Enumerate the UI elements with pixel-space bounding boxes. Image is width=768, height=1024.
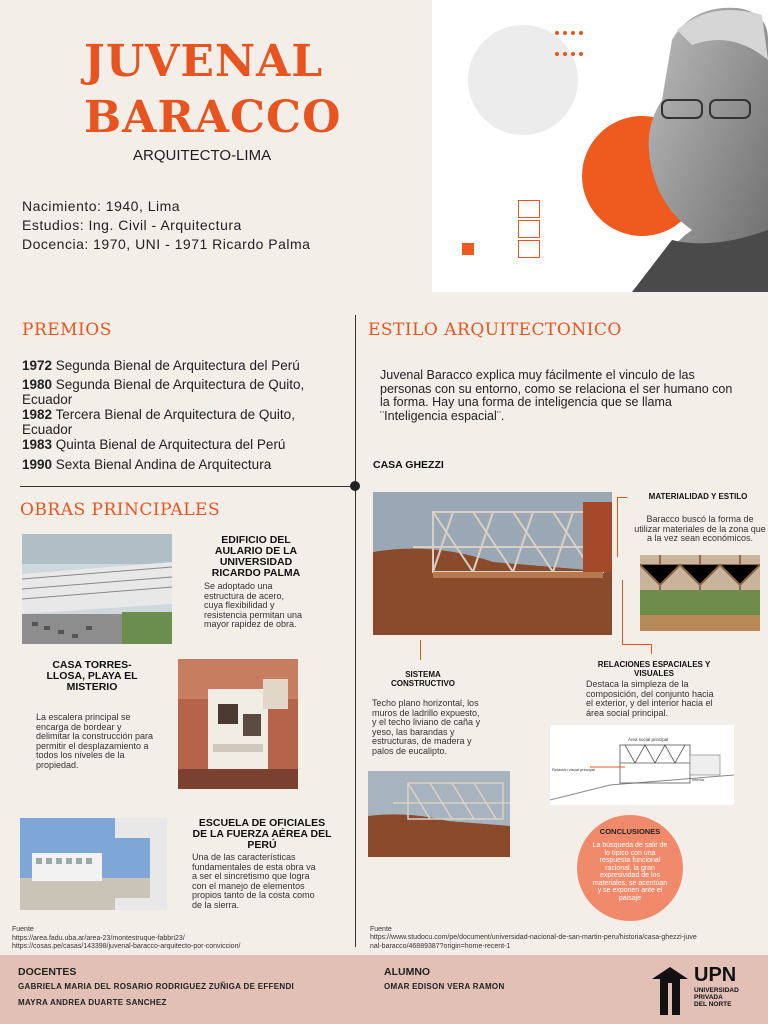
- materialidad-title: MATERIALIDAD Y ESTILO: [648, 492, 748, 501]
- fuente-left-link-2[interactable]: https://cosas.pe/casas/143398/juvenal-baracco-arquitecto-por-conviccion/: [12, 943, 241, 950]
- upn-logo: [650, 965, 760, 1017]
- arrow-materialidad-tip: [617, 497, 627, 498]
- conclusiones-title: CONCLUSIONES: [599, 827, 661, 836]
- arrow-relaciones-h: [622, 644, 652, 645]
- arrow-relaciones-tip: [651, 644, 652, 654]
- subtitle: ARQUITECTO-LIMA: [133, 147, 272, 164]
- upn-logo-mark-icon: [650, 967, 690, 1015]
- materialidad-text: Baracco buscó la forma de utilizar materiales de la zona que a la vez sean económicos.: [634, 514, 766, 543]
- fuente-right-link[interactable]: https://www.studocu.com/pe/document/universidad-nacional-de-san-martin-peru/historia/casa-ghezzi-juvenal-baracco/46889387?origin=home-recent-1: [370, 934, 697, 950]
- photo-casa-ghezzi-main: [373, 492, 612, 635]
- photo-casa-ghezzi-interior: [640, 555, 760, 631]
- sistema-title: SISTEMA CONSTRUCTIVO: [391, 670, 455, 688]
- section-drawing: [550, 725, 734, 805]
- conclusiones-text: La búsqueda de salir de lo típico con una respuesta funcional racional, la gran expresividad de los materiales, se acentúan y se exponen ante el paisaje: [592, 842, 668, 902]
- conclusiones-circle: [577, 815, 683, 921]
- arrow-materialidad-line: [617, 497, 618, 557]
- hero-portrait-panel: [432, 0, 768, 292]
- vertical-divider: [355, 315, 356, 947]
- obra-torres-llosa-desc: La escalera principal se encarga de bordear y delimitar la construcción para permitir el desplazamiento a todos los niveles de la propiedad.: [36, 712, 154, 770]
- bio-teaching: Docencia: 1970, UNI - 1971 Ricardo Palma: [22, 236, 311, 252]
- casa-ghezzi-title: CASA GHEZZI: [373, 459, 444, 471]
- section-label-interior: Interior: [692, 777, 705, 782]
- premios-title: PREMIOS: [22, 320, 112, 340]
- fuente-left-label: Fuente: [12, 926, 34, 933]
- photo-torres-llosa: [178, 659, 298, 789]
- award-1972: 1972 Segunda Bienal de Arquitectura del Perú: [22, 358, 300, 373]
- section-label-area: Área social principal: [628, 737, 669, 742]
- obra-torres-llosa-title: CASA TORRES-LLOSA, PLAYA EL MISTERIO: [46, 659, 138, 693]
- upn-logo-text: UPN: [694, 964, 737, 986]
- arrow-sistema-line: [420, 640, 421, 660]
- award-1980: 1980 Segunda Bienal de Arquitectura de Quito, Ecuador: [22, 377, 305, 407]
- section-label-relacion: Relación visual principal: [552, 767, 595, 772]
- photo-aulario: [22, 534, 172, 644]
- estilo-text: Juvenal Baracco explica muy fácilmente el vinculo de las personas con su entorno, como se relaciona el ser humano con la forma. Hay una forma de inteligencia que se llama ¨Inteligencia espacial¨.: [380, 368, 733, 423]
- obra-escuela-fap-desc: Una de las características fundamentales de esta obra va a ser el sincretismo que logra con el manejo de elementos propios tanto de la costa como de la sierra.: [192, 852, 316, 910]
- award-1982: 1982 Tercera Bienal de Arquitectura de Quito, Ecuador: [22, 407, 295, 437]
- obras-title: OBRAS PRINCIPALES: [20, 500, 221, 520]
- fuente-right-label: Fuente: [370, 926, 392, 933]
- sistema-text: Techo plano horizontal, los muros de ladrillo expuesto, y el techo liviano de caña y yeso, las barandas y estructuras, de madera y palos de eucalipto.: [372, 698, 481, 756]
- obra-aulario-desc: Se adoptado una estructura de acero, cuya flexibilidad y resistencia permitan una mayor rapidez de obra.: [204, 581, 303, 629]
- docente-2: MAYRA ANDREA DUARTE SANCHEZ: [18, 998, 167, 1007]
- estilo-title: ESTILO ARQUITECTONICO: [368, 320, 622, 340]
- alumno-label: ALUMNO: [384, 966, 431, 978]
- bio-birth: Nacimiento: 1940, Lima: [22, 198, 181, 214]
- photo-escuela-fap: [20, 818, 167, 910]
- name-last: BARACCO: [84, 92, 342, 143]
- obra-aulario-title: EDIFICIO DEL AULARIO DE LA UNIVERSIDAD RICARDO PALMA: [211, 534, 301, 579]
- divider-dot: [350, 481, 360, 491]
- fuente-left-link-1[interactable]: https://area.fadu.uba.ar/area-23/montestruque-fabbri23/: [12, 935, 185, 942]
- footer: [0, 955, 768, 1024]
- alumno-name: OMAR EDISON VERA RAMON: [384, 982, 505, 991]
- decor-square: [462, 243, 474, 255]
- upn-logo-sub: UNIVERSIDAD PRIVADA DEL NORTE: [694, 987, 739, 1008]
- docentes-label: DOCENTES: [18, 966, 77, 978]
- arrow-relaciones-line: [622, 580, 623, 644]
- relaciones-text: Destaca la simpleza de la composición, del conjunto hacia el exterior, y del interior hacia el área social principal.: [586, 679, 714, 718]
- obra-escuela-fap-title: ESCUELA DE OFICIALES DE LA FUERZA AÉREA DEL PERÚ: [192, 817, 332, 851]
- relaciones-title: RELACIONES ESPACIALES Y VISUALES: [597, 660, 711, 678]
- decor-dots: [555, 22, 587, 61]
- name-first: JUVENAL: [84, 36, 324, 87]
- horizontal-divider: [20, 486, 356, 487]
- docente-1: GABRIELA MARIA DEL ROSARIO RODRIGUEZ ZUÑIGA DE EFFENDI: [18, 982, 295, 991]
- photo-casa-ghezzi-secondary: [368, 771, 510, 857]
- award-1983: 1983 Quinta Bienal de Arquitectura del Perú: [22, 437, 286, 452]
- award-1990: 1990 Sexta Bienal Andina de Arquitectura: [22, 457, 272, 472]
- bio-studies: Estudios: Ing. Civil - Arquitectura: [22, 217, 242, 233]
- decor-boxes: [518, 200, 540, 260]
- portrait-photo: [632, 0, 768, 292]
